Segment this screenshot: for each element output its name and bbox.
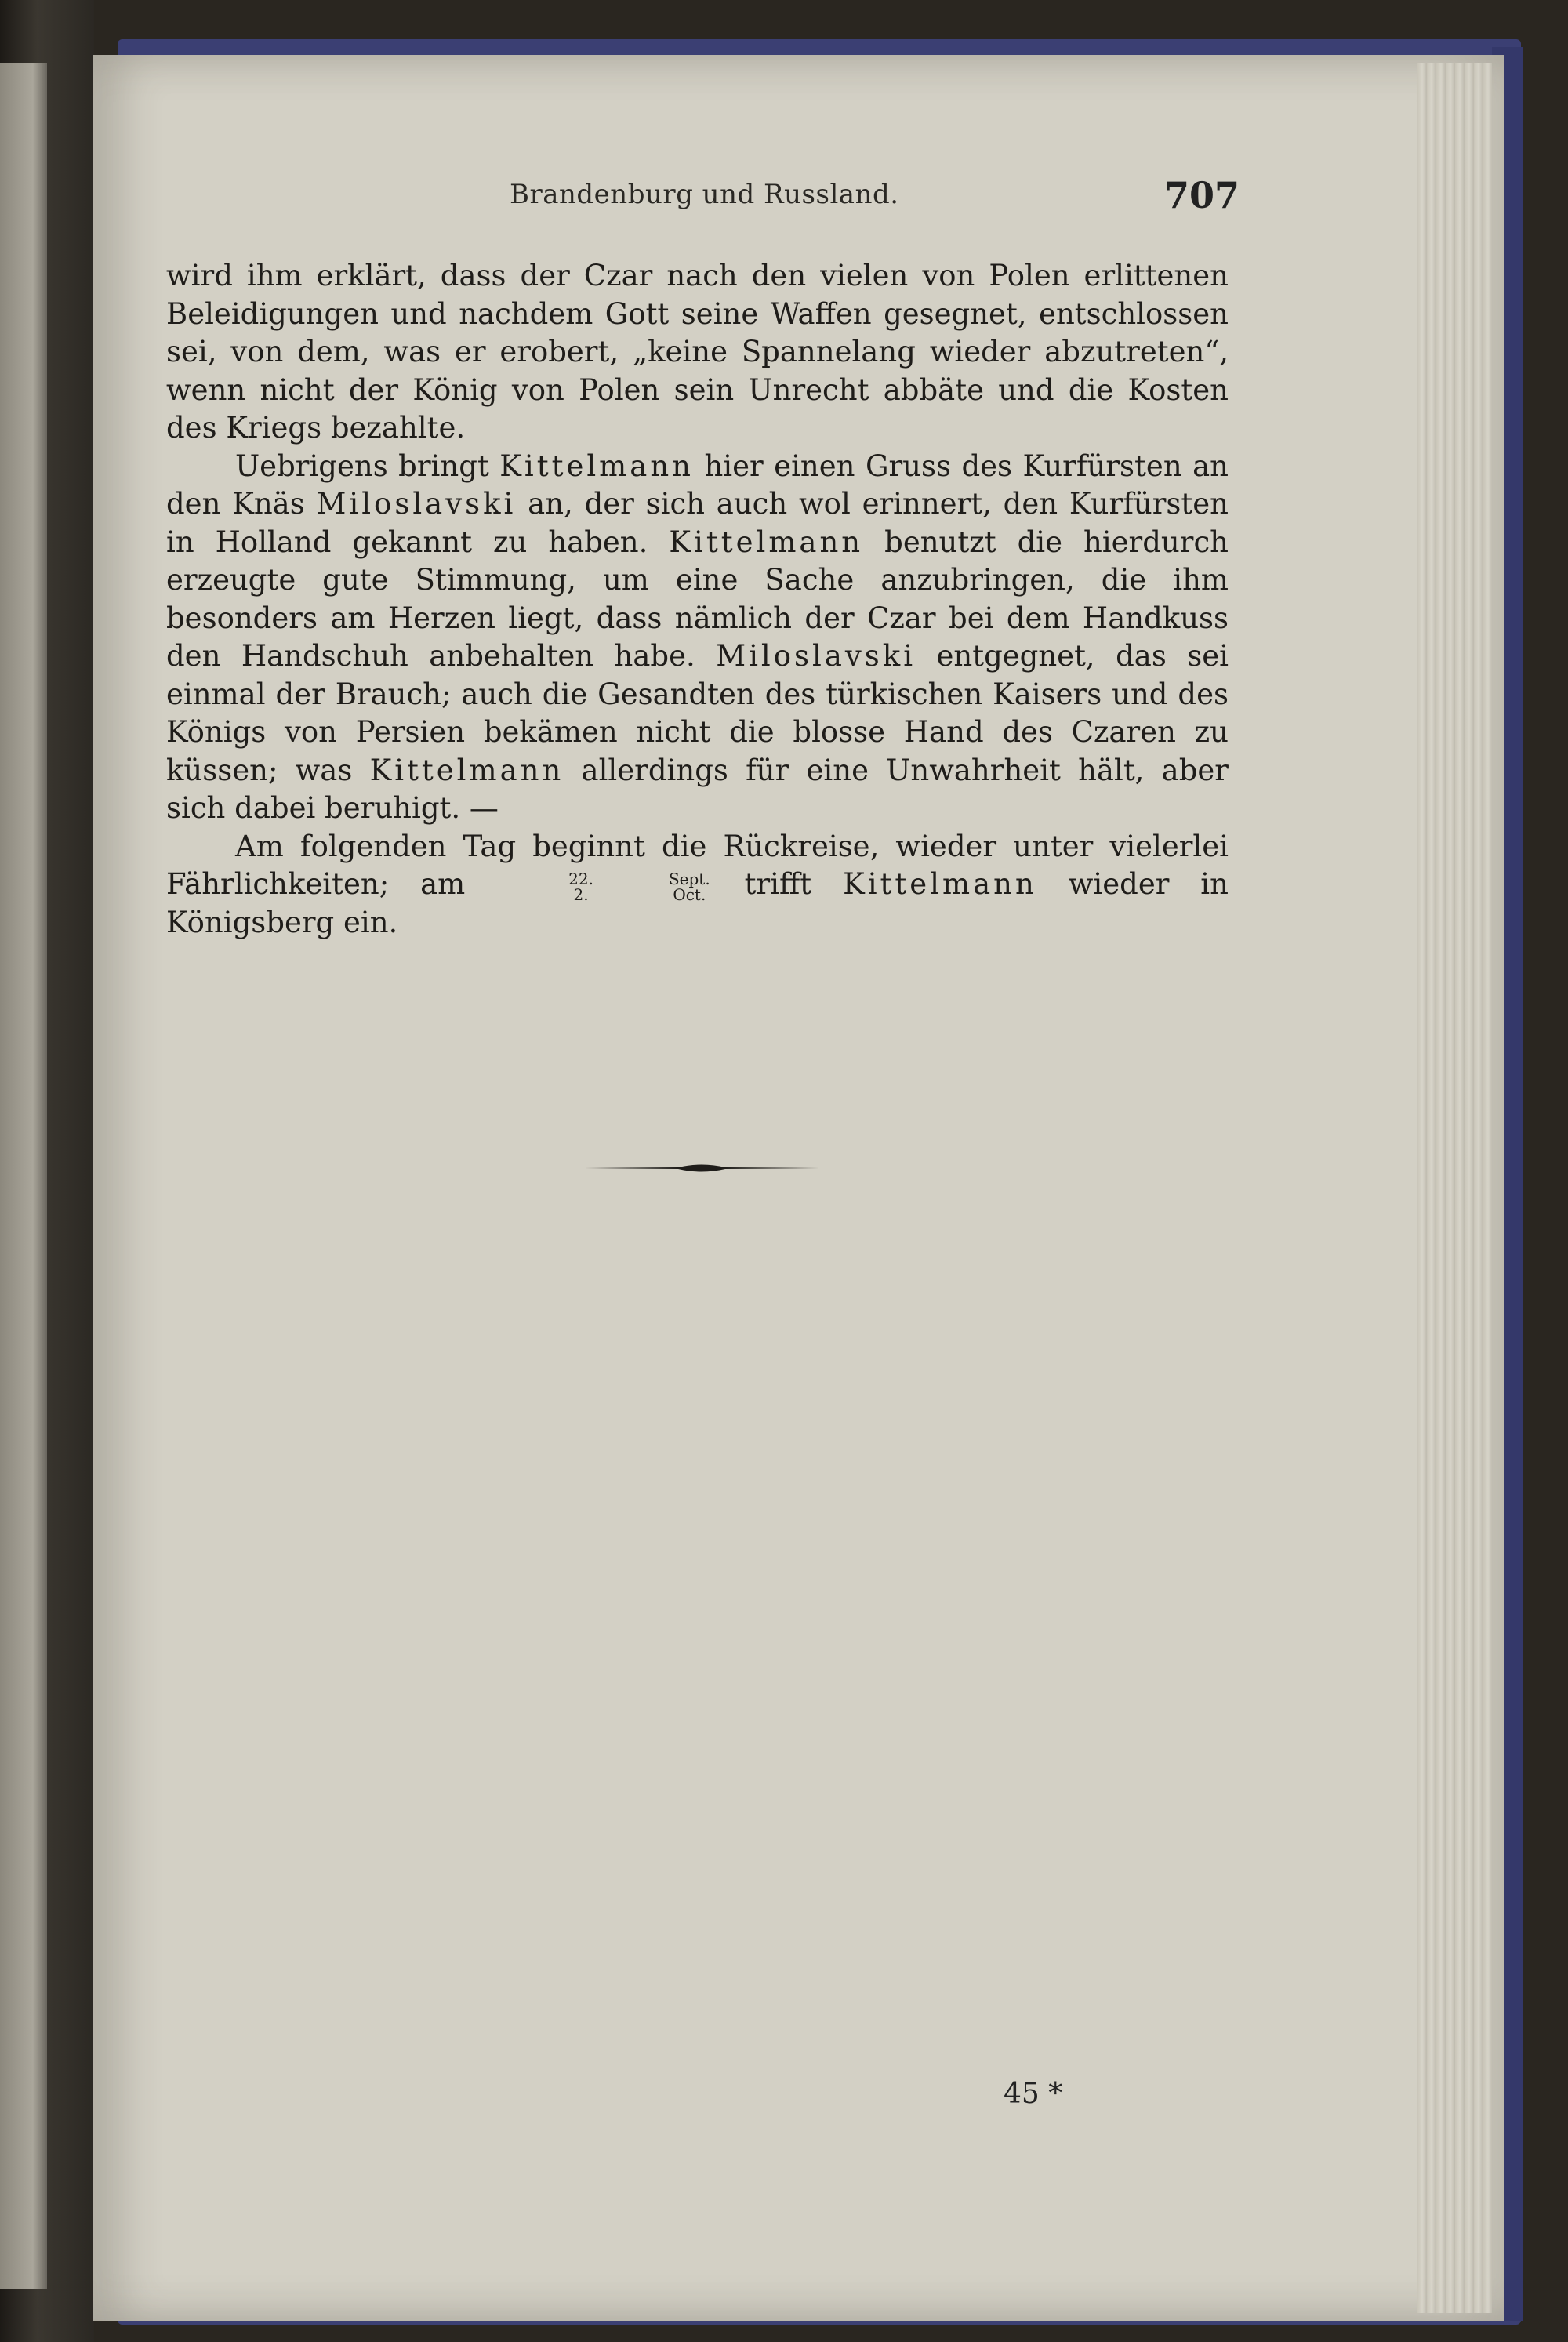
month-fraction	[600, 871, 710, 902]
person-name: Kittelmann	[499, 448, 694, 483]
text-run: hier einen Gruss des Kurfürsten an den Knäs	[166, 448, 1229, 521]
text-run: trifft	[713, 867, 844, 901]
body-text	[166, 257, 1229, 942]
previous-page-edge	[0, 63, 47, 2289]
signature-mark: 45 *	[1004, 2078, 1063, 2110]
person-name: Kittelmann	[369, 753, 564, 787]
text-run: wieder in Königsberg ein.	[166, 867, 1229, 939]
text-run: allerdings für eine Unwahrheit hält, aber sich dabei beruhigt. —	[166, 753, 1229, 825]
page-block-edges	[1417, 63, 1492, 2313]
end-ornament-rule	[584, 1159, 819, 1178]
date-fraction	[499, 871, 593, 902]
text-run: entgegnet, das sei einmal der Brauch; auch die Gesandten des türkischen Kaisers und des Königs von Persien bekämen nicht die blosse Hand des Czaren zu küssen; was	[166, 639, 1229, 787]
date-bottom: 2.	[573, 884, 589, 904]
person-name: Miloslavski	[716, 639, 916, 673]
month-top: Sept.	[668, 869, 710, 888]
date-top: 22.	[568, 869, 593, 888]
text-run: an, der sich auch wol erinnert, den Kurfürsten in Holland gekannt zu haben.	[166, 487, 1229, 559]
text-run: Am folgenden Tag beginnt die Rückreise, wieder unter vielerlei Fährlichkeiten; am	[166, 829, 1229, 901]
page-number: 707	[1164, 174, 1240, 216]
text-run: benutzt die hierdurch erzeugte gute Stimmung, um eine Sache anzubringen, die ihm besonders am Herzen liegt, dass nämlich der Czar bei dem Handkuss den Handschuh anbehalten habe.	[166, 525, 1229, 673]
paragraph-1: wird ihm erklärt, dass der Czar nach den vielen von Polen erlittenen Beleidigungen und nachdem Gott seine Waffen gesegnet, entschlossen sei, von dem, was er erobert, „keine Spannelang wieder abzutreten“, wenn nicht der König von Polen sein Unrecht abbäte und die Kosten des Kriegs bezahlte.	[166, 259, 1229, 445]
text-run: Uebrigens bringt	[235, 448, 500, 483]
person-name: Miloslavski	[316, 487, 517, 521]
running-head: Brandenburg und Russland.	[510, 179, 899, 210]
person-name: Kittelmann	[669, 525, 864, 559]
person-name: Kittelmann	[843, 867, 1037, 901]
month-bottom: Oct.	[673, 884, 706, 904]
paragraph-2	[166, 448, 1229, 828]
paragraph-3	[166, 828, 1229, 942]
